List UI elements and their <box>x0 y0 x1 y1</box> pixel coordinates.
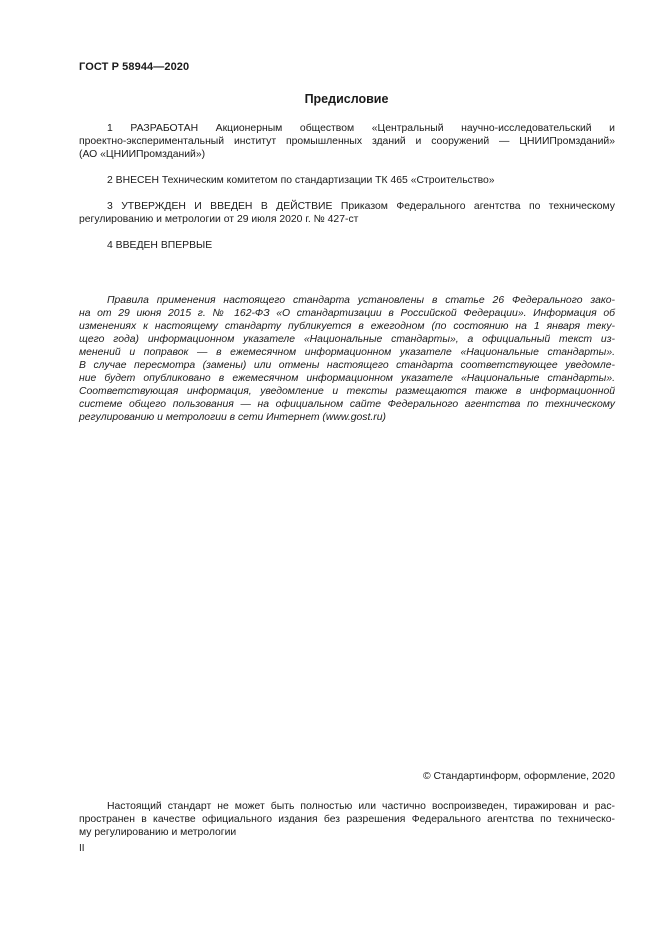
document-code: ГОСТ Р 58944—2020 <box>79 61 190 73</box>
text-line: проектно-экспериментальный институт промышленных зданий и сооружений — ЦНИИПромзданий» <box>79 136 615 147</box>
text-line: 4 ВВЕДЕН ВПЕРВЫЕ <box>107 240 213 251</box>
text-line: пространен в качестве официального издания без разрешения Федерального агентства по техническо- <box>79 814 615 825</box>
text-line: на от 29 июня 2015 г. № 162-ФЗ «О стандартизации в Российской Федерации». Информация об <box>79 308 615 319</box>
text-line: регулированию и метрологии в сети Интернет (www.gost.ru) <box>79 412 386 423</box>
text-line: 1 РАЗРАБОТАН Акционерным обществом «Центральный научно-исследовательский и <box>107 123 615 134</box>
page-number: II <box>79 843 85 854</box>
text-line: (АО «ЦНИИПромзданий») <box>79 149 206 160</box>
foreword-item-3 <box>79 200 615 226</box>
text-line: менений и поправок — в ежемесячном информационном указателе «Национальные стандарты». <box>79 347 615 358</box>
copyright-notice: © Стандартинформ, оформление, 2020 <box>422 771 615 782</box>
text-line: му регулированию и метрологии <box>79 827 237 838</box>
text-line: Соответствующая информация, уведомление и тексты размещаются также в информационной <box>79 386 615 397</box>
foreword-item-4 <box>79 239 615 252</box>
text-line: щего года) информационном указателе «Национальные стандарты», а официальный текст из- <box>79 334 615 345</box>
section-title: Предисловие <box>304 92 389 106</box>
notice-paragraph <box>79 294 615 424</box>
foreword-item-2 <box>79 174 615 187</box>
text-line: 2 ВНЕСЕН Техническим комитетом по стандартизации ТК 465 «Строительство» <box>107 175 495 186</box>
text-line: регулированию и метрологии от 29 июля 2020 г. № 427-ст <box>79 214 359 225</box>
foreword-item-1 <box>79 122 615 161</box>
reproduction-notice <box>79 800 615 839</box>
text-line: 3 УТВЕРЖДЕН И ВВЕДЕН В ДЕЙСТВИЕ Приказом Федерального агентства по техническому <box>107 201 615 212</box>
text-line: В случае пересмотра (замены) или отмены настоящего стандарта соответствующее уведомле- <box>79 360 615 371</box>
text-line: системе общего пользования — на официальном сайте Федерального агентства по техническому <box>79 399 615 410</box>
text-line: ние будет опубликовано в ежемесячном информационном указателе «Национальные стандарты». <box>79 373 615 384</box>
text-line: Настоящий стандарт не может быть полностью или частично воспроизведен, тиражирован и рас- <box>107 801 615 812</box>
text-line: Правила применения настоящего стандарта установлены в статье 26 Федерального зако- <box>107 295 615 306</box>
text-line: изменениях к настоящему стандарту публикуется в ежегодном (по состоянию на 1 января теку- <box>79 321 615 332</box>
